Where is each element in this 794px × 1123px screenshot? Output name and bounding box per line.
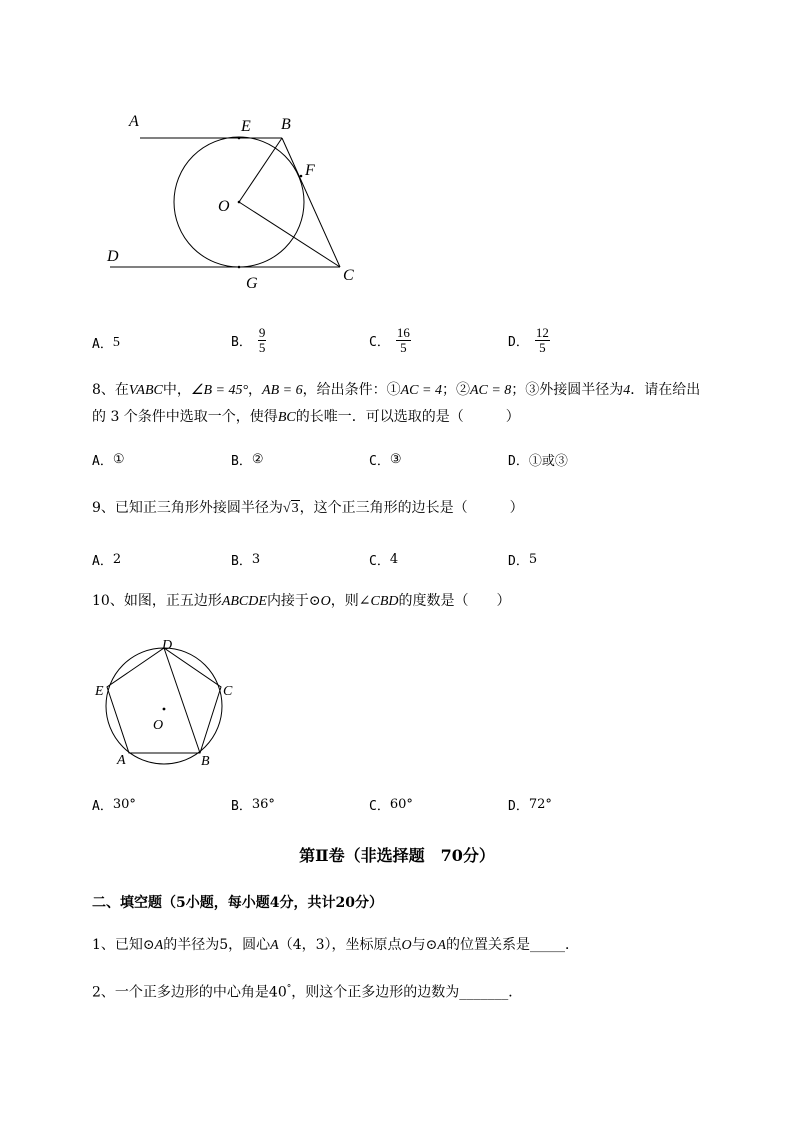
q8-text: 的长唯一．可以选取的是（ ）: [295, 409, 520, 425]
q8-line-2: [92, 404, 752, 431]
condition-1: AC = 4: [400, 383, 442, 398]
origin-name: O: [401, 938, 412, 953]
point-f: [300, 175, 303, 178]
option-label: C．: [369, 454, 390, 469]
q10-options: [92, 795, 732, 825]
option-value: 36°: [251, 797, 275, 812]
q8-option-b[interactable]: [231, 450, 263, 469]
f1-text: 已知⊙: [114, 937, 155, 953]
option-label: D．: [508, 335, 529, 350]
angle-condition: ∠B = 45°: [190, 383, 249, 398]
q10-option-c[interactable]: [369, 795, 413, 814]
q10-text: 如图，正五边形: [123, 593, 222, 609]
fill-question-1: [92, 932, 752, 959]
option-value: 2: [112, 552, 122, 567]
question-number: 2、: [92, 984, 115, 1001]
question-number: 10、: [92, 593, 124, 609]
radius-value: 4: [623, 383, 631, 398]
option-label: B．: [231, 454, 252, 469]
option-value: 4: [389, 552, 399, 567]
q7-option-c[interactable]: [369, 326, 411, 355]
q10-option-d[interactable]: [508, 795, 552, 814]
sqrt-radicand: 3: [291, 501, 299, 516]
fraction-denominator: 5: [258, 340, 266, 355]
label-c: C: [223, 684, 233, 699]
label-b: B: [201, 754, 210, 769]
q8-line-1: [92, 377, 752, 404]
label-d: D: [162, 638, 173, 653]
q9-option-b[interactable]: [231, 550, 260, 569]
q8-text: ，: [248, 382, 263, 398]
fraction-denominator: 5: [400, 340, 407, 355]
q8-text: ；②: [441, 382, 470, 398]
q8-options: [92, 450, 732, 480]
fraction-denominator: 5: [539, 340, 546, 355]
label-d: D: [107, 248, 119, 265]
circle-o: [106, 648, 222, 764]
option-value: 30°: [112, 797, 136, 812]
q8-option-a[interactable]: [92, 450, 124, 469]
label-g: G: [246, 275, 258, 292]
f1-text: 的半径为5，圆心: [163, 937, 271, 953]
q10-text: 内接于⊙: [266, 593, 321, 609]
part-heading: 二、填空题（5小题，每小题4分，共计20分）: [92, 895, 383, 911]
figure-circle-tangents: [100, 110, 370, 295]
angle-name: CBD: [370, 594, 399, 609]
q7-options: [92, 326, 732, 356]
option-value: 72°: [528, 797, 552, 812]
q7-option-d[interactable]: [508, 326, 550, 355]
option-value: 5: [112, 334, 120, 350]
segment-bc: [282, 138, 340, 267]
figure-pentagon-circle: [90, 632, 250, 772]
q8-option-c[interactable]: [369, 450, 401, 469]
fraction: [535, 326, 550, 355]
label-e: E: [241, 118, 251, 135]
fraction: [396, 326, 411, 355]
q10-text: 的度数是（ ）: [398, 593, 511, 609]
degree-sign: °: [286, 984, 292, 994]
label-o: O: [218, 198, 230, 215]
segment-bd: [164, 648, 200, 753]
f1-text: 与⊙: [411, 937, 438, 953]
question-number: 1、: [92, 937, 115, 953]
q9-options: [92, 550, 732, 580]
point-e: [238, 137, 241, 140]
point-o: [238, 201, 241, 204]
option-label: B．: [231, 554, 252, 569]
q8-text: 的 3 个条件中选取一个，使得: [92, 409, 278, 425]
question-number: 9、: [92, 500, 115, 516]
label-a: A: [117, 753, 126, 768]
side-bc: BC: [277, 410, 296, 425]
label-a: A: [129, 113, 139, 130]
pentagon-name: ABCDE: [221, 594, 267, 609]
option-label: C．: [369, 554, 390, 569]
center-point: [163, 708, 166, 711]
option-label: B．: [231, 799, 252, 814]
q7-option-a[interactable]: [92, 333, 120, 352]
f2-text: ，则这个正多边形的边数为_______．: [291, 984, 523, 1001]
side-ab: AB = 6: [262, 383, 303, 398]
q8-option-d[interactable]: [508, 450, 568, 469]
center-name: A: [270, 938, 279, 953]
fill-question-2: [92, 976, 752, 1006]
q8-text: ；③外接圆半径为: [511, 382, 624, 398]
q9-option-d[interactable]: [508, 550, 537, 569]
segment-ob: [239, 138, 282, 202]
question-8: [92, 377, 752, 431]
option-value: ①: [112, 452, 125, 467]
circle-name: O: [320, 594, 331, 609]
option-value: 3: [251, 552, 261, 567]
option-label: C．: [369, 335, 390, 350]
option-label: D．: [508, 554, 529, 569]
option-value: 5: [528, 552, 538, 567]
label-o: O: [153, 718, 164, 733]
fraction-numerator: 12: [535, 325, 549, 340]
option-label: A．: [92, 554, 113, 569]
q7-option-b[interactable]: [231, 326, 266, 355]
label-b: B: [281, 116, 291, 133]
label-f: F: [305, 162, 315, 179]
q8-text: 中，: [162, 382, 191, 398]
option-label: A．: [92, 337, 113, 352]
option-value: ②: [251, 452, 264, 467]
section-title: 第Ⅱ卷（非选择题 70分）: [299, 846, 495, 865]
q9-text: ，这个正三角形的边长是（ ）: [299, 500, 524, 516]
q10-option-a[interactable]: [92, 795, 136, 814]
q10-text: ，则∠: [330, 593, 371, 609]
label-c: C: [343, 267, 354, 284]
option-label: D．: [508, 454, 529, 469]
question-10: [92, 588, 752, 615]
option-label: B．: [231, 335, 252, 350]
option-value: ③: [389, 452, 402, 467]
fraction-numerator: 16: [396, 325, 410, 340]
option-label: A．: [92, 454, 113, 469]
triangle-name: VABC: [128, 383, 163, 398]
q8-text: 在: [114, 382, 129, 398]
q9-option-a[interactable]: [92, 550, 121, 569]
option-label: C．: [369, 799, 390, 814]
circle-name: A: [437, 938, 446, 953]
q9-option-c[interactable]: [369, 550, 398, 569]
sqrt-expression: √3: [282, 501, 299, 516]
fraction-numerator: 9: [258, 325, 266, 340]
f1-text: （4，3），坐标原点: [278, 937, 402, 953]
option-value: 60°: [389, 797, 413, 812]
fraction: [258, 326, 267, 355]
circle-name: A: [154, 938, 164, 953]
question-9: [92, 495, 752, 522]
question-number: 8、: [92, 382, 115, 398]
condition-2: AC = 8: [469, 383, 512, 398]
option-label: D．: [508, 799, 529, 814]
option-label: A．: [92, 799, 113, 814]
q9-text: 已知正三角形外接圆半径为: [114, 500, 283, 516]
label-e: E: [95, 684, 104, 699]
f1-text: 的位置关系是_____．: [445, 937, 579, 953]
option-value: ①或③: [528, 454, 568, 469]
q10-option-b[interactable]: [231, 795, 275, 814]
q8-text: ．请在给出: [630, 382, 701, 398]
q8-text: ，给出条件：①: [302, 382, 401, 398]
point-g: [238, 266, 241, 269]
f2-text: 一个正多边形的中心角是40: [114, 984, 287, 1001]
